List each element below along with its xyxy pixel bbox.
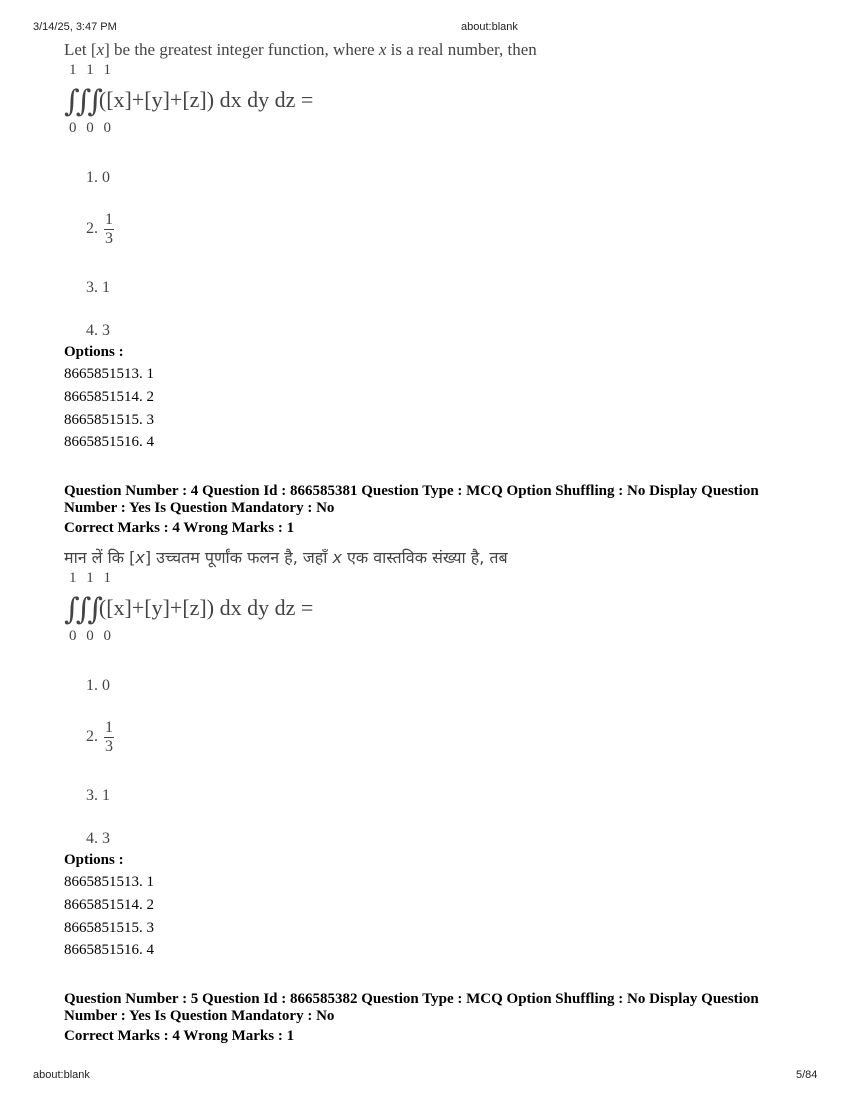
option-id-line: 8665851515. 3 bbox=[64, 412, 154, 428]
fraction-one-third: $\frac{1}{3}$ bbox=[105, 211, 113, 247]
choice-2: 2. $\frac{1}{3}$ bbox=[86, 719, 113, 755]
integral-lower-limits: 0 0 0 bbox=[69, 120, 114, 136]
choice-1: 1. 0 bbox=[86, 677, 110, 694]
choice-3: 3. 1 bbox=[86, 279, 110, 296]
question-4-meta-line-2: Number : Yes Is Question Mandatory : No bbox=[64, 500, 335, 516]
integral-upper-limits: 1 1 1 bbox=[69, 62, 114, 78]
option-id-line: 8665851514. 2 bbox=[64, 389, 154, 405]
option-id-line: 8665851514. 2 bbox=[64, 897, 154, 913]
integral-lower-limits: 0 0 0 bbox=[69, 628, 114, 644]
options-heading: Options : bbox=[64, 344, 124, 360]
choice-3: 3. 1 bbox=[86, 787, 110, 804]
option-id-line: 8665851516. 4 bbox=[64, 434, 154, 450]
print-footer-page-number: 5/84 bbox=[796, 1069, 818, 1081]
option-id-line: 8665851515. 3 bbox=[64, 920, 154, 936]
integral-upper-limits: 1 1 1 bbox=[69, 570, 114, 586]
question-5-meta-line-2: Number : Yes Is Question Mandatory : No bbox=[64, 1008, 335, 1024]
option-id-line: 8665851513. 1 bbox=[64, 874, 154, 890]
print-footer-url: about:blank bbox=[33, 1069, 90, 1081]
option-id-line: 8665851513. 1 bbox=[64, 366, 154, 382]
choice-1: 1. 0 bbox=[86, 169, 110, 186]
triple-integral-expression: ∫∫∫([x]+[y]+[z]) dx dy dz = bbox=[64, 592, 314, 627]
print-header-url: about:blank bbox=[461, 21, 518, 33]
choice-4: 4. 3 bbox=[86, 830, 110, 847]
question-3-stem: Let [x] be the greatest integer function, where x is a real number, then bbox=[64, 40, 537, 59]
question-5-marks: Correct Marks : 4 Wrong Marks : 1 bbox=[64, 1028, 295, 1044]
question-4-stem-hindi: मान लें कि [x] उच्चतम पूर्णांक फलन है, जहाँ x एक वास्तविक संख्या है, तब bbox=[64, 548, 508, 567]
question-4-marks: Correct Marks : 4 Wrong Marks : 1 bbox=[64, 520, 295, 536]
options-heading: Options : bbox=[64, 852, 124, 868]
fraction-one-third: $\frac{1}{3}$ bbox=[105, 719, 113, 755]
question-5-meta-line-1: Question Number : 5 Question Id : 866585382 Question Type : MCQ Option Shuffling : No Display Question bbox=[64, 991, 759, 1007]
choice-2: 2. $\frac{1}{3}$ bbox=[86, 211, 113, 247]
question-4-meta-line-1: Question Number : 4 Question Id : 866585381 Question Type : MCQ Option Shuffling : No Display Question bbox=[64, 483, 759, 499]
choice-4: 4. 3 bbox=[86, 322, 110, 339]
print-header-datetime: 3/14/25, 3:47 PM bbox=[33, 21, 117, 33]
option-id-line: 8665851516. 4 bbox=[64, 942, 154, 958]
triple-integral-expression: ∫∫∫([x]+[y]+[z]) dx dy dz = bbox=[64, 84, 314, 119]
